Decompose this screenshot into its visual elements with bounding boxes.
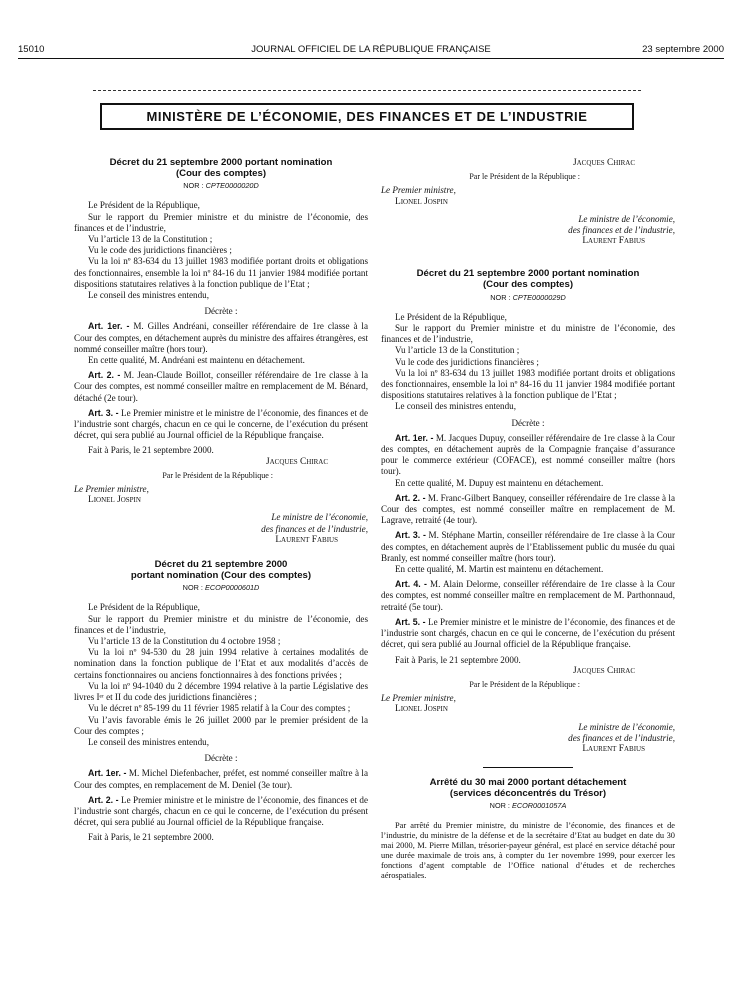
- article-label: Art. 1er. -: [395, 432, 434, 443]
- paragraph: Vu l’avis favorable émis le 26 juillet 2000 par le premier président de la Cour des comptes ;: [74, 714, 368, 736]
- minister-name: Laurent Fabius: [582, 743, 645, 754]
- article-text: M. Gilles Andréani, conseiller référendaire de 1re classe à la Cour des comptes, en détachement auprès du ministre des affaires étrangères, est nommé conseiller maître (hors tour).: [74, 321, 369, 354]
- article-text: Le Premier ministre et le ministre de l’économie, des finances et de l’industrie sont chargés, chacun en ce qui le concerne, de l’exécution du présent décret, qui sera publié au Journal officiel de la République française.: [381, 616, 675, 650]
- article-label: Art. 2. -: [88, 370, 121, 381]
- paragraph: Vu le code des juridictions financières ;: [88, 245, 232, 256]
- article: [74, 321, 368, 355]
- paragraph: Le conseil des ministres entendu,: [88, 736, 209, 747]
- nor-code: ECOP0000601D: [204, 583, 260, 593]
- ministry-banner: MINISTÈRE DE L’ÉCONOMIE, DES FINANCES ET DE L’INDUSTRIE: [100, 103, 634, 130]
- paragraph: En cette qualité, M. Martin est maintenu en détachement.: [395, 564, 604, 575]
- paragraph: Vu le décret nº 85-199 du 11 février 1985 relatif à la Cour des comptes ;: [88, 703, 351, 714]
- article-label: Art. 2. -: [395, 492, 426, 503]
- nor-reference: [381, 800, 675, 811]
- pm-name: Lionel Jospin: [88, 495, 141, 506]
- arrete-subtitle: (services déconcentrés du Trésor): [449, 787, 607, 799]
- nor-reference: [381, 292, 675, 303]
- paragraph: Vu l’article 13 de la Constitution ;: [395, 345, 520, 356]
- nor-label: NOR :: [183, 181, 206, 191]
- article: [74, 795, 368, 829]
- paragraph: Par arrêté du Premier ministre, du ministre de l’économie, des finances et de l’industrie, du ministre de la défense et de la secrétaire d’Etat au budget en date du 30 mai 2000, M. Pierre Millan, trésorier-payeur général, est placé en service détaché pour une durée maximale de trois ans, à compter du 1er novembre 1999, pour exercer les fonctions d’agent comptable de l’Office national d’études et de recherches aérospatiales.: [381, 820, 675, 880]
- nor-reference: [74, 180, 368, 191]
- decree-title: Décret du 21 septembre 2000 portant nomination: [109, 157, 333, 168]
- paragraph: Sur le rapport du Premier ministre et du ministre de l’économie, des finances et de l’industrie,: [74, 211, 368, 233]
- article: [74, 768, 368, 790]
- decree-2-signatures: [381, 158, 675, 247]
- paragraph: Le Président de la République,: [395, 311, 507, 322]
- article: [381, 530, 675, 564]
- paragraph: Le Président de la République,: [88, 602, 200, 613]
- paragraph: Sur le rapport du Premier ministre et du ministre de l’économie, des finances et de l’industrie,: [74, 613, 368, 635]
- done-at: Fait à Paris, le 21 septembre 2000.: [395, 654, 521, 665]
- by-president: Par le Président de la République :: [469, 172, 580, 182]
- pm-name: Lionel Jospin: [395, 196, 448, 207]
- arrete-title: Arrêté du 30 mai 2000 portant détachement: [429, 777, 627, 789]
- article: [381, 433, 675, 478]
- article: [74, 408, 368, 442]
- article-text: Le Premier ministre et le ministre de l’économie, des finances et de l’industrie sont chargés, chacun en ce qui le concerne, de l’exécution du présent décret, qui sera publié au Journal officiel de la République française.: [74, 407, 368, 441]
- decrete-heading: Décrète :: [204, 753, 238, 764]
- paragraph: Le conseil des ministres entendu,: [88, 290, 209, 301]
- decree-subtitle: (Cour des comptes): [482, 279, 574, 291]
- decree-2: [74, 560, 368, 843]
- paragraph: En cette qualité, M. Andréani est maintenu en détachement.: [88, 355, 305, 366]
- minister-title: Le ministre de l’économie,: [578, 213, 675, 224]
- nor-code: CPTE0000029D: [512, 292, 566, 302]
- pm-title: Le Premier ministre,: [381, 185, 456, 196]
- arrete: [381, 778, 675, 880]
- nor-code: CPTE0000020D: [205, 181, 259, 191]
- paragraph: Vu l’article 13 de la Constitution ;: [88, 234, 213, 244]
- paragraph: Vu l’article 13 de la Constitution du 4 octobre 1958 ;: [88, 636, 281, 647]
- article: [381, 579, 675, 613]
- decree-3: [381, 269, 675, 755]
- nor-label: NOR :: [182, 583, 205, 593]
- paragraph: Le conseil des ministres entendu,: [395, 401, 516, 412]
- page-number: 15010: [18, 44, 45, 55]
- article: [381, 493, 675, 527]
- paragraph: Le Président de la République,: [88, 200, 200, 211]
- signer-name: Jacques Chirac: [572, 158, 635, 168]
- issue-date: 23 septembre 2000: [642, 44, 724, 55]
- pm-name: Lionel Jospin: [395, 704, 448, 715]
- paragraph: Vu la loi nº 83-634 du 13 juillet 1983 modifiée portant droits et obligations des fonctionnaires, ensemble la loi nº 84-16 du 11 janvier 1984 modifiée portant dispositions statutaires relatives à la fonction publique de l’Etat ;: [74, 256, 368, 289]
- article-label: Art. 2. -: [88, 794, 119, 805]
- running-header: [18, 44, 724, 58]
- by-president: Par le Président de la République :: [469, 679, 580, 689]
- article-text: M. Stéphane Martin, conseiller référendaire de 1re classe à la Cour des comptes, en détachement auprès de l’Etablissement public du musée du quai Branly, est nommé conseiller maître (hors tour).: [381, 530, 675, 563]
- journal-title: JOURNAL OFFICIEL DE LA RÉPUBLIQUE FRANÇAISE: [251, 44, 491, 55]
- article: [381, 617, 675, 651]
- decrete-heading: Décrète :: [204, 306, 238, 317]
- left-column: [74, 158, 368, 844]
- signer-name: Jacques Chirac: [572, 665, 635, 676]
- paragraph: En cette qualité, M. Dupuy est maintenu en détachement.: [395, 477, 604, 488]
- decree-subtitle: (Cour des comptes): [175, 167, 267, 179]
- article-text: Le Premier ministre et le ministre de l’économie, des finances et de l’industrie sont chargés, chacun en ce qui le concerne, de l’exécution du présent décret, qui sera publié au Journal officiel de la République française.: [74, 794, 368, 828]
- article-label: Art. 5. -: [395, 616, 426, 627]
- article-label: Art. 4. -: [395, 579, 427, 590]
- article: [74, 370, 368, 404]
- article-text: M. Jean-Claude Boillot, conseiller référendaire de 1re classe à la Cour des comptes, est nommé conseiller maître en remplacement de M. Bénard, détaché (2e tour).: [74, 370, 368, 403]
- article-text: M. Franc-Gilbert Banquey, conseiller référendaire de 1re classe à la Cour des comptes, est nommé conseiller maître en remplacement de M. Lagrave, retraité (4e tour).: [381, 492, 675, 526]
- paragraph: Sur le rapport du Premier ministre et du ministre de l’économie, des finances et de l’industrie,: [381, 323, 675, 345]
- minister-title: des finances et de l’industrie,: [568, 225, 675, 236]
- paragraph: Vu la loi nº 94-1040 du 2 décembre 1994 relative à la partie Législative des livres Iᵉʳ et II du code des juridictions financières ;: [74, 680, 368, 703]
- paragraph: Vu la loi nº 83-634 du 13 juillet 1983 modifiée portant droits et obligations des fonctionnaires, ensemble la loi nº 84-16 du 11 janvier 1984 modifiée portant dispositions statutaires relatives à la fonction publique de l’Etat ;: [381, 367, 675, 401]
- section-separator: [483, 767, 573, 768]
- minister-name: Laurent Fabius: [275, 534, 338, 545]
- minister-title: des finances et de l’industrie,: [568, 732, 675, 743]
- decree-title: Décret du 21 septembre 2000 portant nomination: [416, 268, 640, 280]
- nor-label: NOR :: [490, 292, 513, 302]
- article-label: Art. 3. -: [88, 407, 119, 418]
- by-president: Par le Président de la République :: [162, 470, 273, 480]
- dotted-separator: [93, 90, 641, 91]
- signer-name: Jacques Chirac: [265, 456, 328, 467]
- article-text: M. Alain Delorme, conseiller référendaire de 1re classe à la Cour des comptes, est nommé conseiller maître en remplacement de M. Parthonnaud, retraité (5e tour).: [381, 579, 675, 612]
- article-label: Art. 1er. -: [88, 321, 130, 332]
- header-rule: [18, 58, 724, 59]
- decree-title: Décret du 21 septembre 2000: [154, 559, 288, 571]
- nor-code: ECOR0001057A: [511, 801, 567, 811]
- nor-reference: [74, 582, 368, 593]
- paragraph: Vu la loi nº 94-530 du 28 juin 1994 relative à certaines modalités de nomination dans la fonction publique de l’Etat et aux modalités d’accès de certains fonctionnaires ou anciens fonctionnaires à des fonctions privées ;: [74, 647, 368, 680]
- done-at: Fait à Paris, le 21 septembre 2000.: [88, 832, 214, 843]
- minister-name: Laurent Fabius: [582, 236, 645, 247]
- article-label: Art. 3. -: [395, 530, 426, 541]
- article-text: M. Michel Diefenbacher, préfet, est nommé conseiller maître à la Cour des comptes, en remplacement de M. Deniel (3e tour).: [74, 768, 368, 790]
- paragraph: Vu le code des juridictions financières ;: [395, 356, 539, 367]
- article-label: Art. 1er. -: [88, 768, 127, 779]
- pm-title: Le Premier ministre,: [381, 693, 456, 704]
- minister-title: Le ministre de l’économie,: [578, 721, 675, 732]
- done-at: Fait à Paris, le 21 septembre 2000.: [88, 445, 214, 456]
- nor-label: NOR :: [489, 801, 512, 811]
- decrete-heading: Décrète :: [511, 417, 545, 428]
- pm-title: Le Premier ministre,: [74, 484, 149, 495]
- minister-title: des finances et de l’industrie,: [261, 523, 368, 534]
- article-text: M. Jacques Dupuy, conseiller référendaire de 1re classe à la Cour des comptes, en détachement auprès de la Compagnie française d’assurance pour le commerce extérieur (COFACE), est nommé conseiller maître (hors tour).: [381, 432, 675, 477]
- minister-title: Le ministre de l’économie,: [271, 512, 368, 523]
- decree-1: [74, 158, 368, 546]
- right-column: [381, 158, 675, 881]
- decree-subtitle: portant nomination (Cour des comptes): [130, 569, 312, 581]
